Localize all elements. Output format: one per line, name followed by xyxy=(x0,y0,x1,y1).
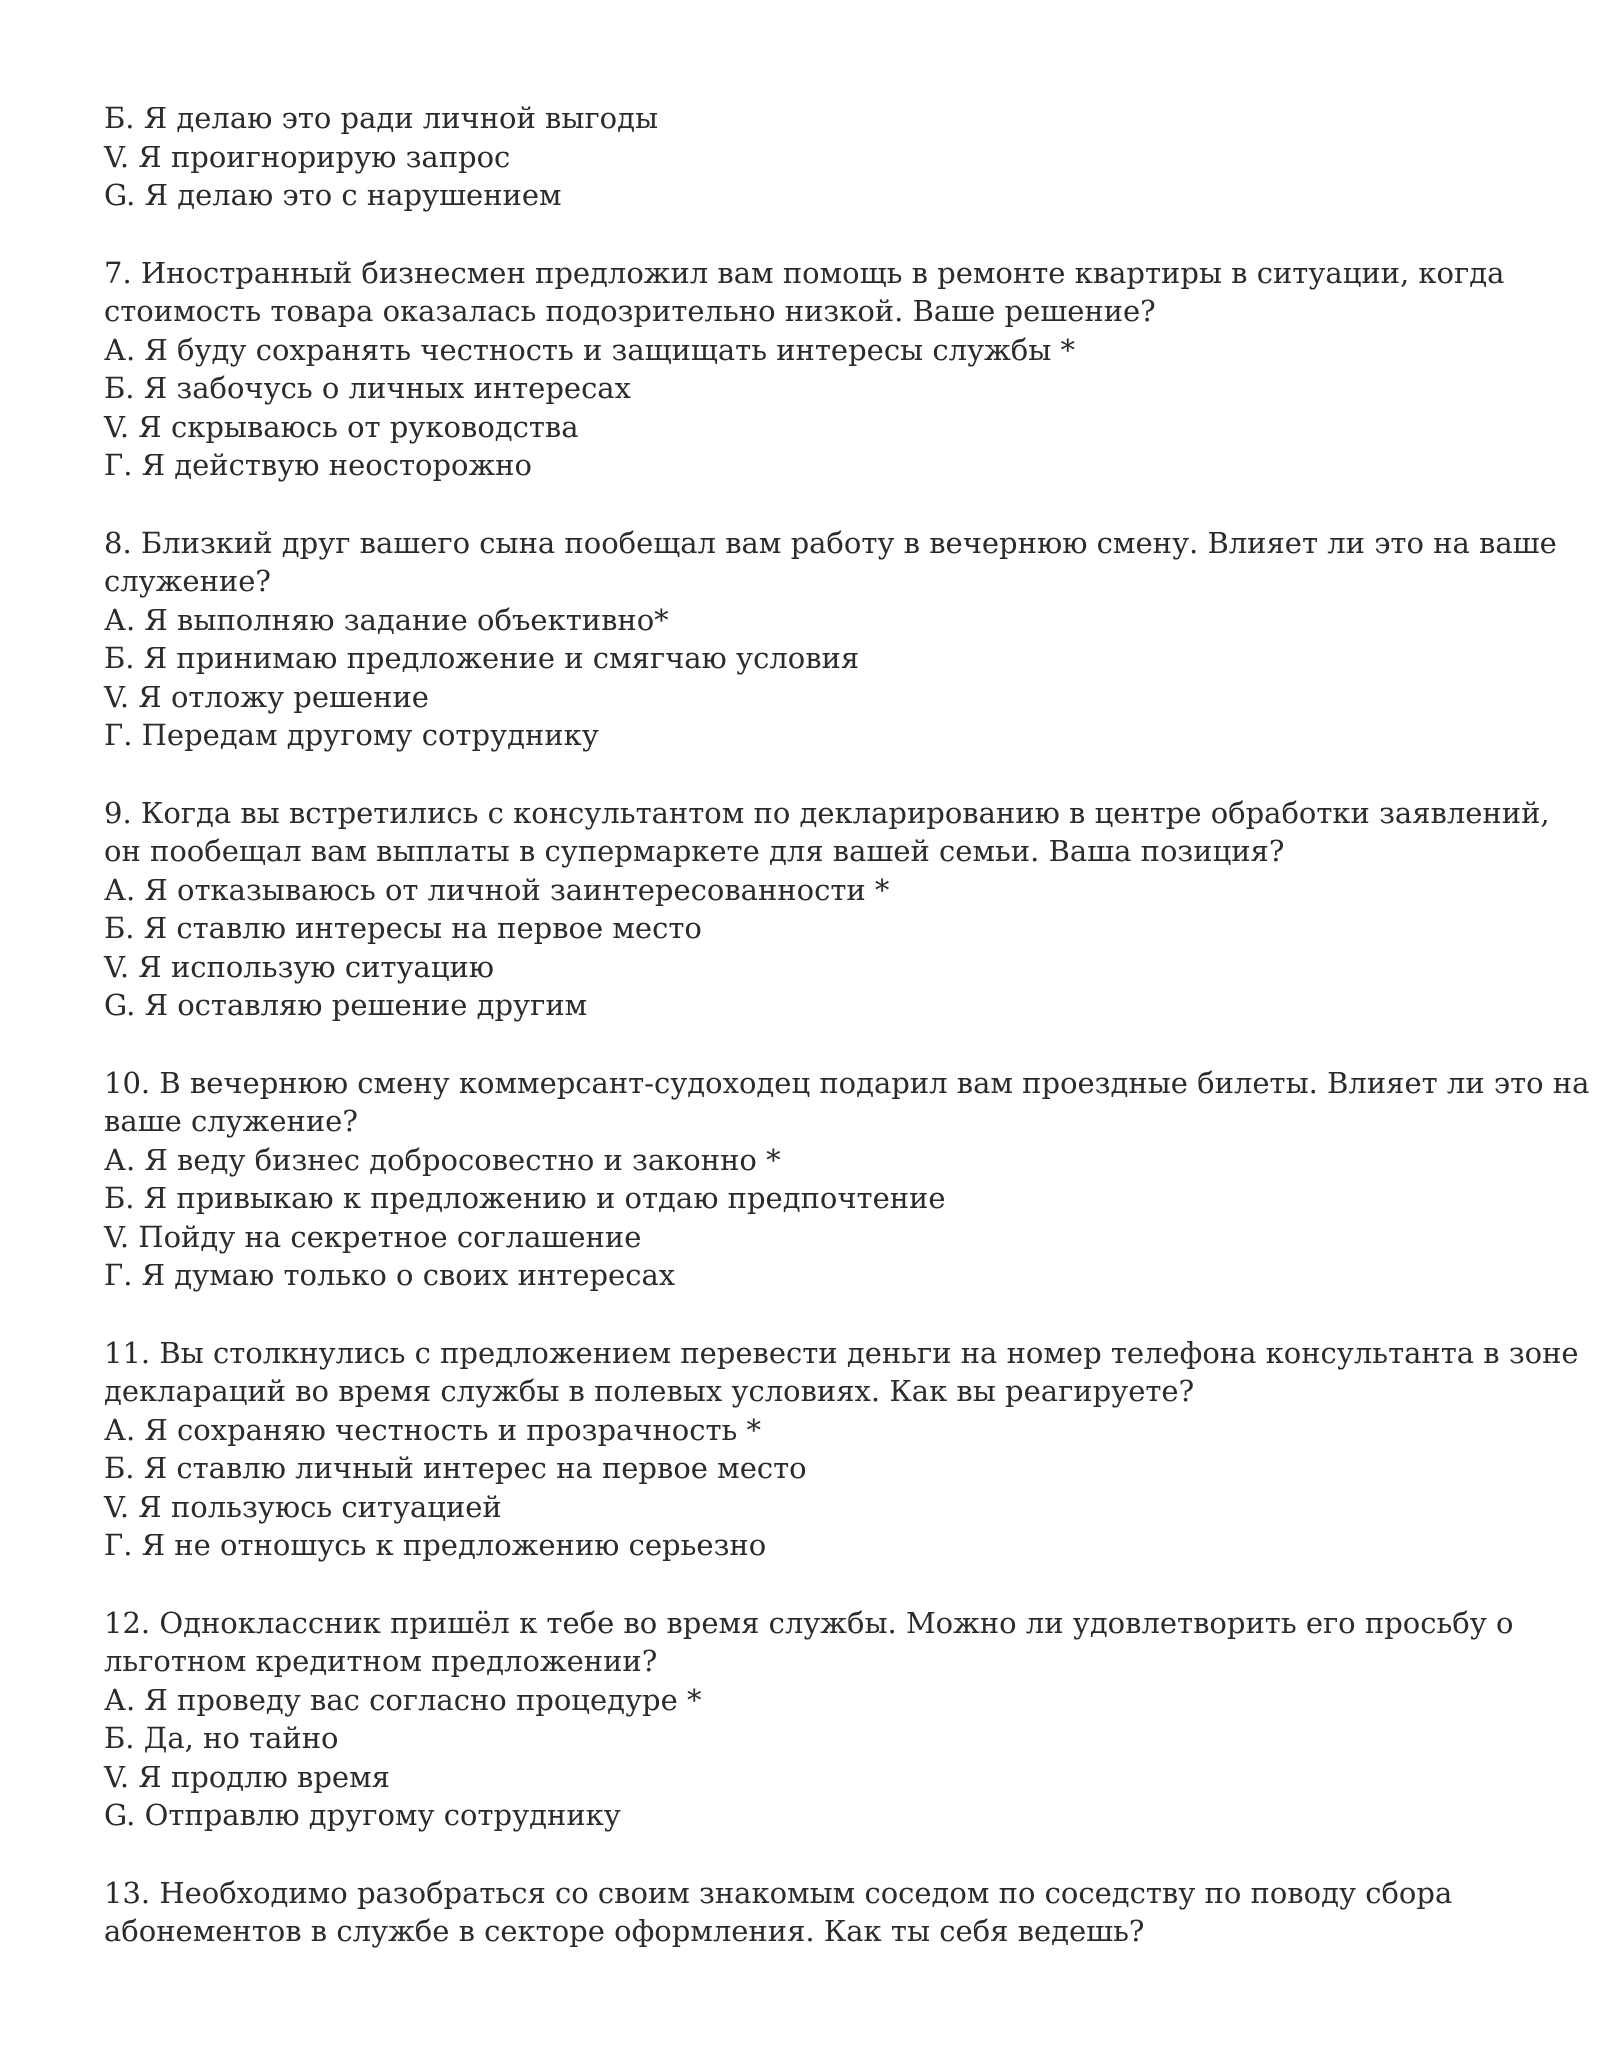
question-11 xyxy=(104,1334,1579,1565)
question-text: деклараций во время службы в полевых условиях. Как вы реагируете? xyxy=(104,1374,1195,1408)
question-8 xyxy=(104,524,1557,755)
answer-option: G. Я оставляю решение другим xyxy=(104,988,588,1022)
answer-option: Г. Передам другому сотруднику xyxy=(104,718,599,752)
question-text: он пообещал вам выплаты в супермаркете для вашей семьи. Ваша позиция? xyxy=(104,834,1285,868)
answer-option: V. Я использую ситуацию xyxy=(104,949,495,984)
question-10 xyxy=(104,1064,1590,1295)
answer-option: V. Я скрываюсь от руководства xyxy=(104,409,579,444)
option-b: Б. Я делаю это ради личной выгоды xyxy=(104,101,659,135)
answer-option: Б. Да, но тайно xyxy=(104,1721,339,1755)
intro-options xyxy=(104,99,1544,215)
question-7 xyxy=(104,254,1544,485)
answer-option: G. Отправлю другому сотруднику xyxy=(104,1798,621,1832)
answer-option: А. Я отказываюсь от личной заинтересованности * xyxy=(104,872,890,907)
answer-option: Г. Я не отношусь к предложению серьезно xyxy=(104,1528,767,1562)
answer-option: Б. Я ставлю личный интерес на первое место xyxy=(104,1451,807,1485)
question-text: 13. Необходимо разобраться со своим знакомым соседом по соседству по поводу сбора xyxy=(104,1875,1453,1910)
answer-option: Б. Я привыкаю к предложению и отдаю предпочтение xyxy=(104,1181,946,1215)
answer-option: А. Я веду бизнес добросовестно и законно * xyxy=(104,1142,781,1177)
answer-option: А. Я выполняю задание объективно* xyxy=(104,602,669,637)
question-text: 11. Вы столкнулись с предложением перевести деньги на номер телефона консультанта в зоне xyxy=(104,1335,1579,1370)
question-9 xyxy=(104,794,1550,1025)
question-text: абонементов в службе в секторе оформления. Как ты себя ведешь? xyxy=(104,1914,1145,1948)
question-13 xyxy=(104,1874,1544,1951)
answer-option: А. Я проведу вас согласно процедуре * xyxy=(104,1682,702,1717)
question-text: служение? xyxy=(104,564,271,598)
question-text: ваше служение? xyxy=(104,1104,358,1138)
answer-option: Б. Я ставлю интересы на первое место xyxy=(104,911,702,945)
answer-option: V. Я отложу решение xyxy=(104,679,429,714)
document-page xyxy=(104,99,1590,1951)
option-v: V. Я проигнорирую запрос xyxy=(104,139,511,174)
answer-option: V. Я продлю время xyxy=(104,1759,390,1794)
question-text: льготном кредитном предложении? xyxy=(104,1644,658,1678)
answer-option: А. Я сохраняю честность и прозрачность * xyxy=(104,1412,762,1447)
answer-option: Г. Я думаю только о своих интересах xyxy=(104,1258,676,1292)
question-text: стоимость товара оказалась подозрительно низкой. Ваше решение? xyxy=(104,294,1156,328)
question-text: 9. Когда вы встретились с консультантом по декларированию в центре обработки заявлений, xyxy=(104,795,1550,830)
answer-option: Б. Я принимаю предложение и смягчаю условия xyxy=(104,641,860,675)
answer-option: Г. Я действую неосторожно xyxy=(104,448,532,482)
option-g: G. Я делаю это с нарушением xyxy=(104,178,562,212)
question-12 xyxy=(104,1604,1544,1835)
question-text: 10. В вечернюю смену коммерсант-судоходец подарил вам проездные билеты. Влияет ли это на xyxy=(104,1065,1590,1100)
answer-option: V. Пойду на секретное соглашение xyxy=(104,1219,642,1254)
question-text: 12. Одноклассник пришёл к тебе во время службы. Можно ли удовлетворить его просьбу о xyxy=(104,1605,1514,1640)
question-text: 7. Иностранный бизнесмен предложил вам помощь в ремонте квартиры в ситуации, когда xyxy=(104,255,1505,290)
question-text: 8. Близкий друг вашего сына пообещал вам работу в вечернюю смену. Влияет ли это на ваше xyxy=(104,525,1557,560)
answer-option: А. Я буду сохранять честность и защищать интересы службы * xyxy=(104,332,1076,367)
answer-option: Б. Я забочусь о личных интересах xyxy=(104,371,631,405)
answer-option: V. Я пользуюсь ситуацией xyxy=(104,1489,502,1524)
